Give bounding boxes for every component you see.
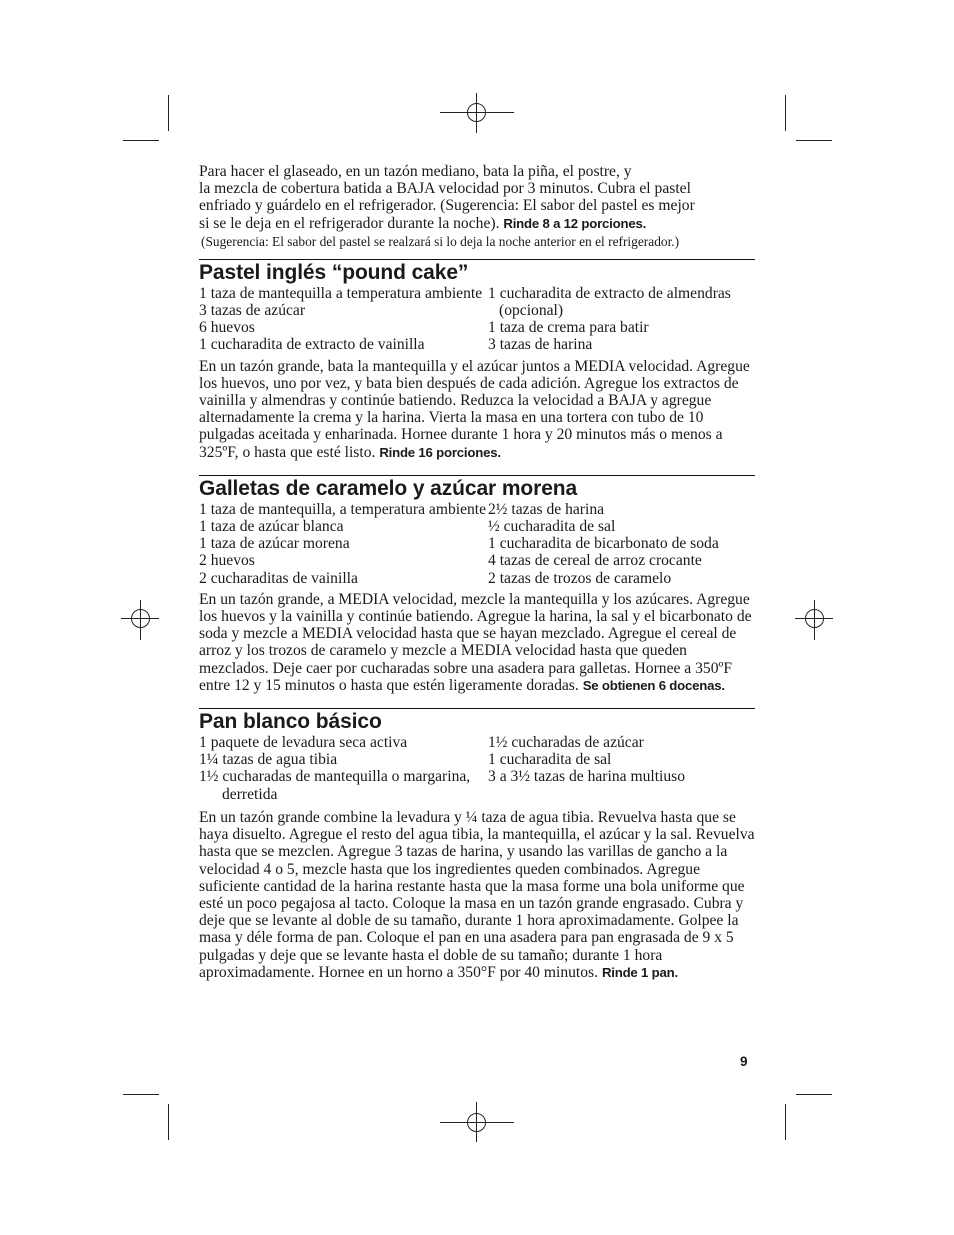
- registration-circle-icon: [131, 609, 150, 628]
- ingredients-list: [199, 285, 755, 354]
- recipe-pound-cake: [199, 259, 755, 461]
- recipe-title: Pan blanco básico: [199, 710, 382, 734]
- ingredient-item: 3 tazas de harina: [488, 336, 593, 354]
- recipe-yield: Rinde 16 porciones.: [379, 444, 501, 460]
- ingredient-item: 2 cucharaditas de vainilla: [199, 569, 358, 587]
- recipe-instructions: [199, 358, 755, 461]
- ingredient-item: 1 taza de crema para batir: [488, 319, 649, 337]
- intro-paragraph: [199, 163, 755, 232]
- ingredient-item: 1 cucharadita de extracto de vainilla: [199, 336, 425, 354]
- ingredients-right-column: [488, 734, 755, 803]
- recipe-title: Pastel inglés “pound cake”: [199, 260, 469, 284]
- instructions-text: En un tazón grande combine la levadura y ¼ taza de agua tibia. Revuelva hasta que se haya disuelto. Agregue el resto del agua tibia, la mantequilla, el azúcar y la sal. Revuelva hasta que se mezclen. Agregue 3 tazas de harina, y usando las varillas de gancho a la velocidad 4 o 5, mezcle hasta que los ingredientes queden combinados. Agregue suficiente cantidad de la harina restante hasta que la masa forme una bola uniforme que esté un poco pegajosa al tacto. Coloque la masa en un tazón grande engrasado. Cubra y deje que se levante al doble de su tamaño, durante 1 hora aproximadamente. Golpee la masa y déle forma de pan. Coloque el pan en una asadera para pan engrasada de 9 x 5 pulgadas y deje que se levante hasta el doble de su tamaño; durante 1 hora aproximadamente. Hornee en un horno a 350°F por 40 minutos.: [199, 808, 755, 981]
- ingredient-item: 3 a 3½ tazas de harina multiuso: [488, 768, 686, 786]
- intro-line: Para hacer el glaseado, en un tazón mediano, bata la piña, el postre, y: [199, 163, 632, 180]
- registration-circle-icon: [467, 103, 486, 122]
- intro-note: (Sugerencia: El sabor del pastel se realzará si lo deja la noche anterior en el refrigerador.): [201, 233, 680, 249]
- ingredient-item: 1 taza de azúcar morena: [199, 535, 350, 553]
- ingredient-item: 6 huevos: [199, 319, 255, 337]
- page-number: 9: [740, 1054, 748, 1069]
- ingredients-right-column: [488, 285, 755, 354]
- ingredient-item: 4 tazas de cereal de arroz crocante: [488, 552, 702, 570]
- recipe-instructions: [199, 591, 755, 694]
- intro-line: enfriado y guárdelo en el refrigerador. (Sugerencia: El sabor del pastel es mejor: [199, 197, 695, 215]
- intro-line: si se le deja en el refrigerador durante la noche).: [199, 214, 500, 232]
- ingredients-list: [199, 501, 755, 587]
- ingredient-item: 3 tazas de azúcar: [199, 302, 306, 320]
- ingredient-item: 1 paquete de levadura seca activa: [199, 734, 408, 752]
- recipe-yield: Rinde 1 pan.: [601, 964, 678, 980]
- instructions-text: En un tazón grande, a MEDIA velocidad, mezcle la mantequilla y los azúcares. Agregue los huevos y la vainilla y continúe batiendo. Agregue la harina, la sal y el bicarbonato de soda y mezcle a MEDIA velocidad hasta que se hayan mezclado. Agregue el cereal de arroz y los trozos de caramelo y mezcle a MEDIA velocidad hasta que queden mezclados. Deje caer por cucharadas sobre una asadera para galletas. Hornee a 350ºF entre 12 y 15 minutos o hasta que estén ligeramente doradas.: [199, 590, 752, 694]
- recipe-cookies: [199, 475, 755, 694]
- ingredient-item: 1½ cucharadas de azúcar: [488, 734, 644, 752]
- recipe-white-bread: [199, 708, 755, 981]
- intro-line: la mezcla de cobertura batida a BAJA velocidad por 3 minutos. Cubra el pastel: [199, 180, 691, 198]
- recipe-instructions: [199, 809, 755, 981]
- intro-block: [199, 163, 755, 250]
- ingredient-item: 1 taza de mantequilla, a temperatura ambiente: [199, 500, 487, 518]
- ingredient-item: 2 huevos: [199, 552, 255, 570]
- ingredient-item: 1 cucharadita de extracto de almendras (opcional): [488, 284, 731, 320]
- ingredients-list: [199, 734, 755, 803]
- instructions-text: En un tazón grande, bata la mantequilla y el azúcar juntos a MEDIA velocidad. Agregue los huevos, uno por vez, y bata bien después de cada adición. Agregue los extractos de vainilla y almendras y continúe batiendo. Reduzca la velocidad a BAJA y agregue alternadamente la crema y la harina. Vierta la masa en una tortera con tubo de 10 pulgadas aceitada y enharinada. Hornee durante 1 hora y 20 minutos más o menos a 325ºF, o hasta que esté listo.: [199, 357, 750, 461]
- registration-circle-icon: [467, 1113, 486, 1132]
- ingredient-item: 1 cucharadita de bicarbonato de soda: [488, 535, 719, 553]
- recipe-yield: Se obtienen 6 docenas.: [582, 677, 725, 693]
- ingredient-item: 1 cucharadita de sal: [488, 751, 612, 769]
- registration-circle-icon: [805, 609, 824, 628]
- ingredients-left-column: [199, 501, 488, 587]
- ingredient-item: 2½ tazas de harina: [488, 500, 605, 518]
- ingredients-left-column: [199, 285, 488, 354]
- ingredient-item: 1 taza de mantequilla a temperatura ambiente: [199, 284, 483, 302]
- ingredient-item: 2 tazas de trozos de caramelo: [488, 569, 672, 587]
- intro-yield: Rinde 8 a 12 porciones.: [503, 215, 647, 231]
- ingredient-item: 1 taza de azúcar blanca: [199, 518, 344, 536]
- ingredients-left-column: [199, 734, 488, 803]
- recipe-title: Galletas de caramelo y azúcar morena: [199, 476, 578, 500]
- ingredient-item: 1¼ tazas de agua tibia: [199, 751, 338, 769]
- page-content: [199, 163, 755, 981]
- ingredient-item: ½ cucharadita de sal: [488, 518, 616, 536]
- ingredient-item: 1½ cucharadas de mantequilla o margarina, derretida: [199, 768, 471, 803]
- ingredients-right-column: [488, 501, 755, 587]
